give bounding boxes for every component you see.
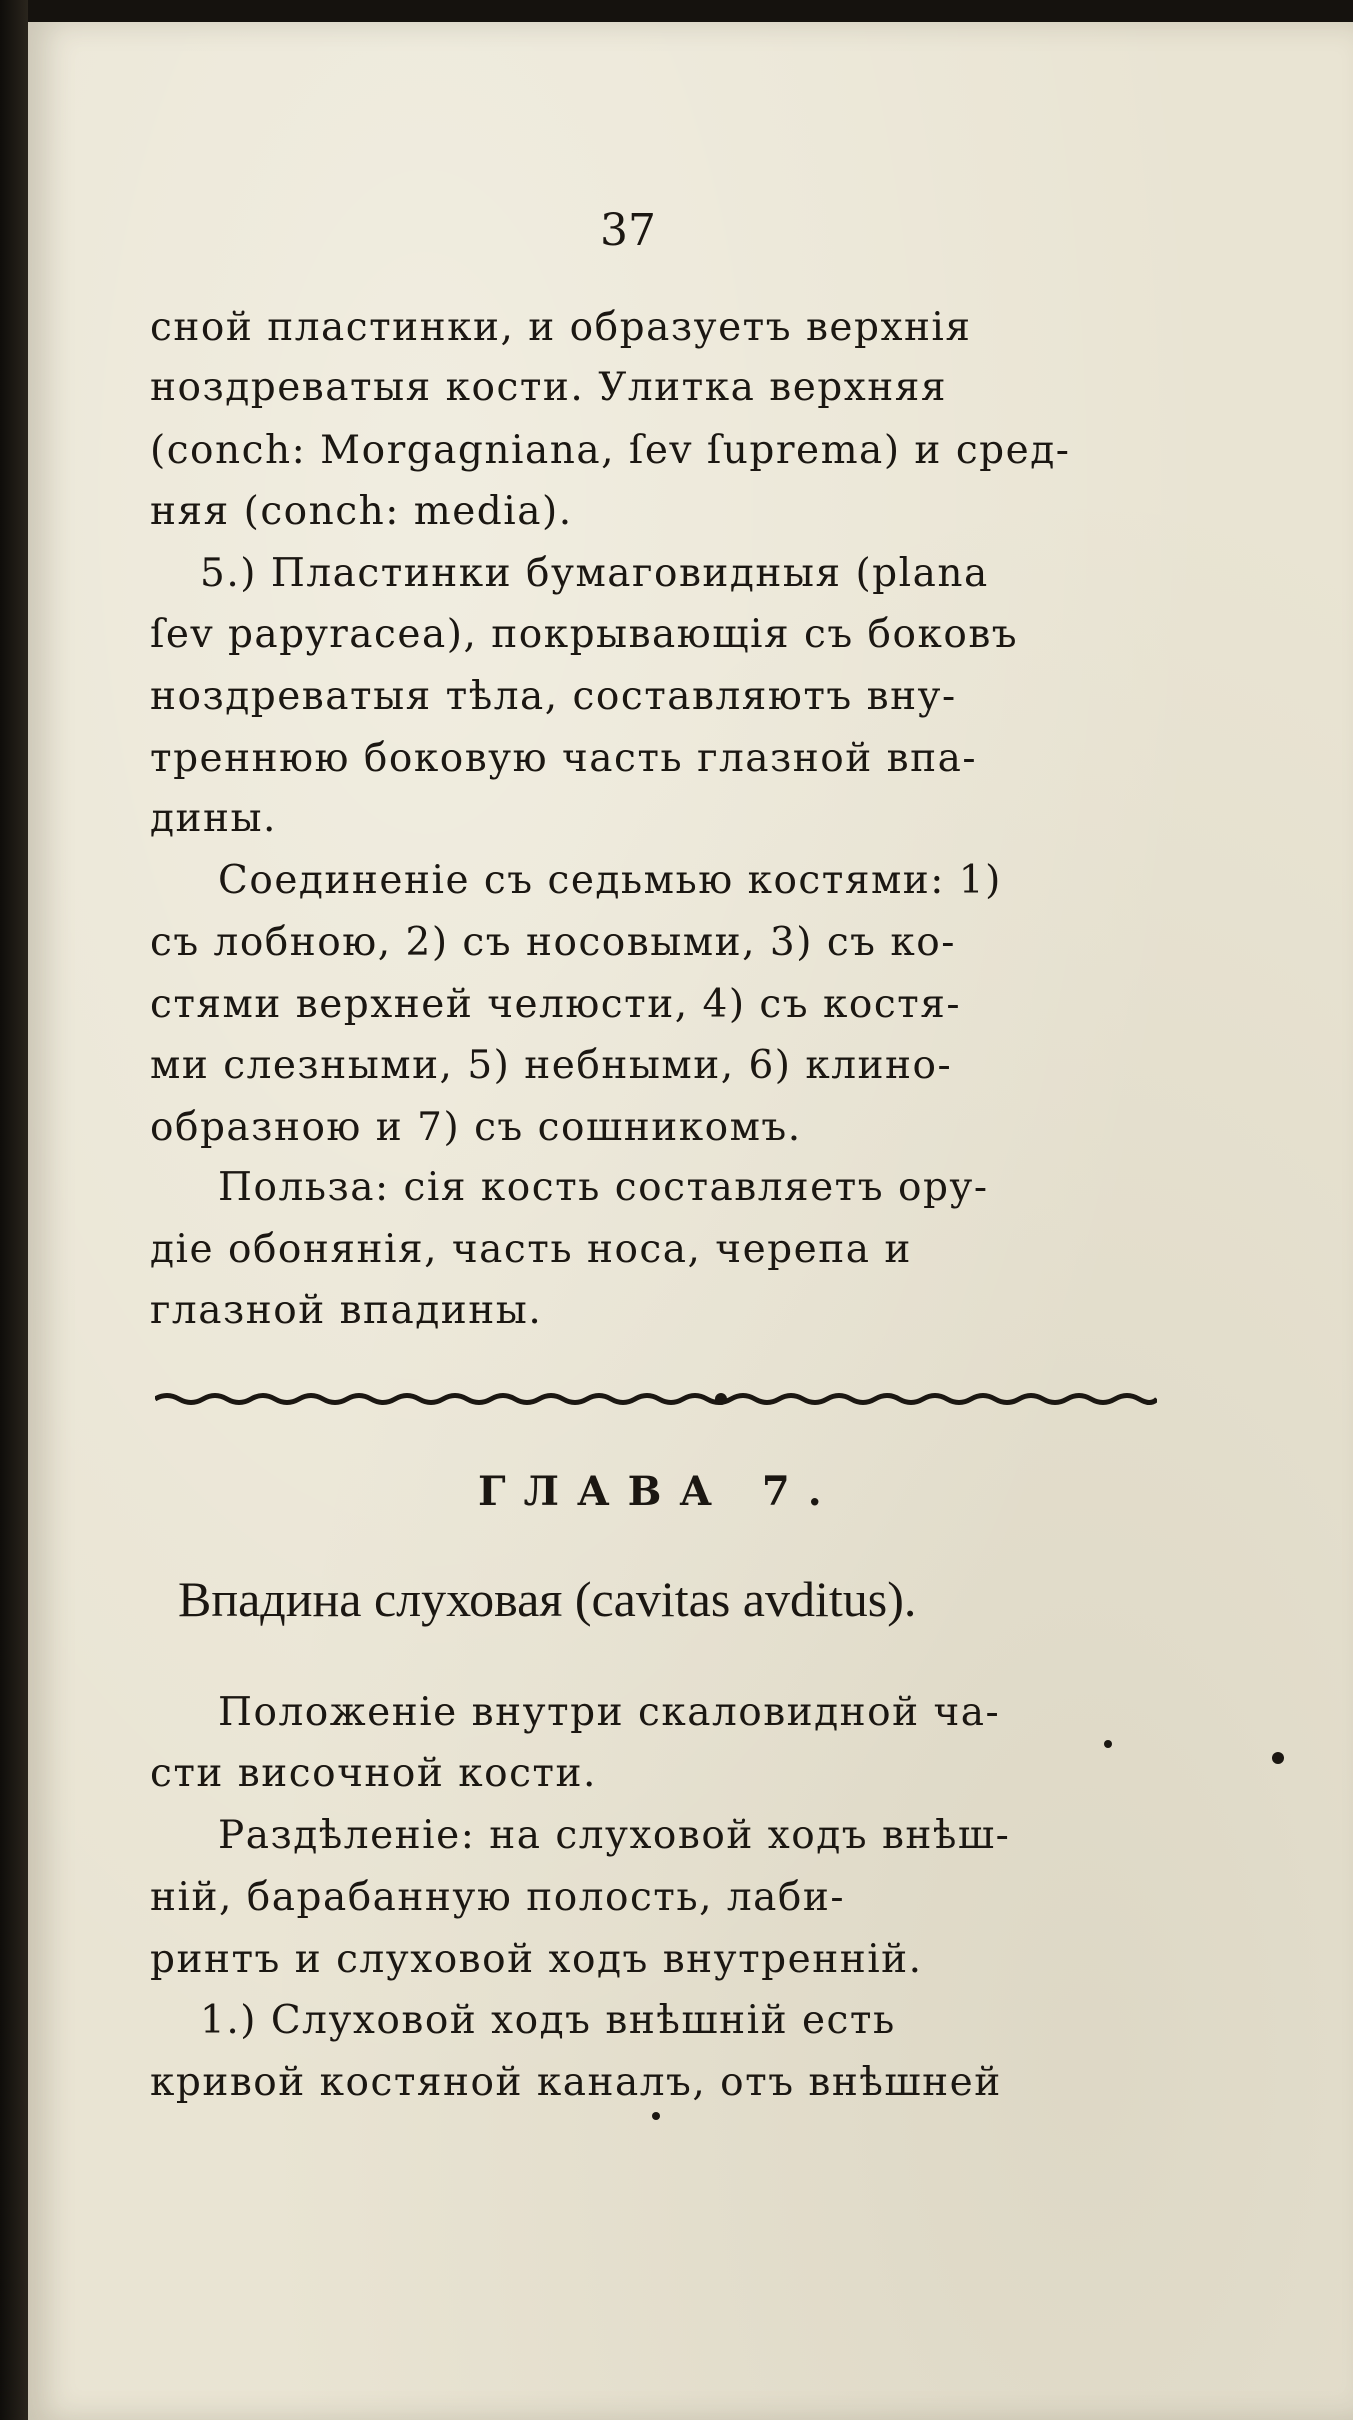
- text-line: ноздреватыя кости. Улитка верхняя: [150, 365, 947, 410]
- text-line: Раздѣленіе: на слуховой ходъ внѣш-: [218, 1813, 1011, 1858]
- text-line: сной пластинки, и образуетъ верхнія: [150, 305, 972, 350]
- text-line: діе обонянія, часть носа, черепа и: [150, 1227, 912, 1272]
- text-line: Соединеніе съ седьмью костями: 1): [218, 858, 1002, 903]
- text-line: дины.: [150, 796, 277, 841]
- scan-top-edge: [0, 0, 1353, 22]
- text-line: Польза: сія кость составляетъ ору-: [218, 1165, 989, 1210]
- chapter-title: Впадина слуховая (cavitas avditus).: [178, 1571, 917, 1627]
- ink-speck: [1104, 1740, 1112, 1748]
- text-line: сти височной кости.: [150, 1751, 597, 1796]
- text-line: стями верхней челюсти, 4) съ костя-: [150, 982, 962, 1027]
- text-line: образною и 7) съ сошникомъ.: [150, 1105, 802, 1150]
- text-line: глазной впадины.: [150, 1288, 543, 1333]
- text-line: съ лобною, 2) съ носовыми, 3) съ ко-: [150, 920, 956, 965]
- text-line: няя (conch: media).: [150, 489, 573, 534]
- text-line: 1.) Слуховой ходъ внѣшній есть: [200, 1998, 896, 2043]
- ink-speck: [1272, 1752, 1284, 1764]
- text-line: Положеніе внутри скаловидной ча-: [218, 1690, 1001, 1735]
- scan-binding-edge: [0, 0, 28, 2420]
- text-line: ми слезными, 5) небными, 6) клино-: [150, 1043, 953, 1088]
- text-line: ринтъ и слуховой ходъ внутренній.: [150, 1937, 923, 1982]
- page-number: 37: [600, 205, 656, 256]
- text-line: ſev рарyraсеа), покрывающія съ боковъ: [150, 612, 1019, 657]
- text-line: кривой костяной каналъ, отъ внѣшней: [150, 2060, 1002, 2105]
- text-line: 5.) Пластинки бумаговидныя (plana: [200, 551, 989, 596]
- text-line: ній, барабанную полость, лаби-: [150, 1875, 846, 1920]
- ink-speck: [652, 2112, 660, 2120]
- text-line: треннюю боковую часть глазной впа-: [150, 736, 978, 781]
- text-line: (conch: Morgagniana, ſev ſuprema) и сред-: [150, 428, 1071, 473]
- ornamental-divider: [155, 1392, 1157, 1406]
- text-line: ноздреватыя тѣла, составляютъ вну-: [150, 674, 957, 719]
- chapter-label: ГЛАВА 7.: [478, 1468, 840, 1515]
